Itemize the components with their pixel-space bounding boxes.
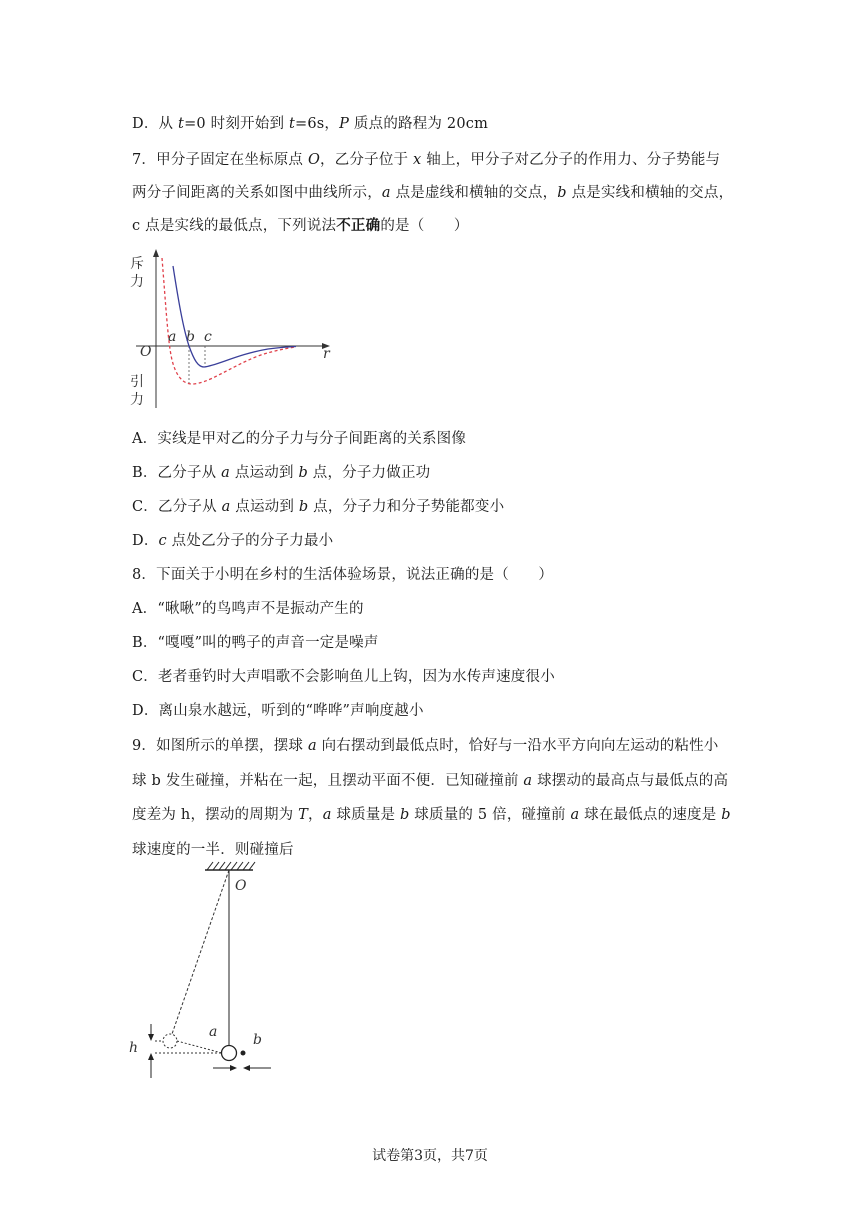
q9-stem-line2 bbox=[132, 769, 728, 790]
solid-curve bbox=[173, 266, 296, 367]
var-p: P bbox=[339, 116, 350, 132]
text: 点是实线和横轴的交点， bbox=[566, 185, 734, 201]
page-footer: 试卷第3页，共7页 bbox=[372, 1148, 488, 1164]
text: 两分子间距离的关系如图中曲线所示， bbox=[132, 185, 382, 201]
ceiling-hatching bbox=[207, 862, 255, 870]
label-b: b bbox=[186, 329, 195, 345]
ball-a bbox=[222, 1046, 237, 1061]
text: c 点是实线的最低点，下列说法 bbox=[132, 218, 337, 234]
text: 点，分子力做正功 bbox=[307, 465, 431, 481]
text: 轴上，甲分子对乙分子的作用力、分子势能与 bbox=[421, 152, 721, 168]
q7-stem-line1 bbox=[132, 148, 720, 169]
pendulum-diagram bbox=[125, 860, 285, 1082]
label-origin: O bbox=[140, 344, 152, 360]
text: 点运动到 bbox=[230, 499, 299, 515]
q7-stem-line2 bbox=[132, 181, 733, 202]
label-attraction-1: 引 bbox=[130, 374, 144, 390]
var-a: a bbox=[221, 499, 231, 515]
q8-stem: 8．下面关于小明在乡村的生活体验场景，说法正确的是（ ） bbox=[132, 567, 554, 583]
var-a: a bbox=[523, 773, 533, 789]
q7-option-c bbox=[132, 495, 504, 516]
ball-b bbox=[241, 1051, 246, 1056]
q9-stem-line1 bbox=[132, 734, 719, 755]
q8-option-b: B．“嘎嘎”叫的鸭子的声音一定是噪声 bbox=[132, 635, 379, 651]
label-axis-r: r bbox=[323, 346, 330, 362]
label-a: a bbox=[209, 1024, 218, 1040]
var-x: x bbox=[413, 152, 422, 168]
var-b: b bbox=[400, 807, 410, 823]
q8-option-c: C．老者垂钓时大声唱歌不会影响鱼儿上钩，因为水传声速度很小 bbox=[132, 669, 555, 685]
arrow-b-head bbox=[243, 1065, 250, 1071]
molecular-force-graph bbox=[128, 248, 338, 410]
text: 点，分子力和分子势能都变小 bbox=[308, 499, 505, 515]
q7-option-d bbox=[132, 529, 333, 550]
q8-option-d: D．离山泉水越远，听到的“哗哗”声响度越小 bbox=[132, 703, 424, 719]
q7-option-a: A．实线是甲对乙的分子力与分子间距离的关系图像 bbox=[132, 431, 467, 447]
label-a: a bbox=[168, 329, 177, 345]
var-b: b bbox=[298, 465, 308, 481]
var-a: a bbox=[381, 185, 391, 201]
text: 球摆动的最高点与最低点的高 bbox=[532, 773, 729, 789]
var-c: c bbox=[158, 533, 167, 549]
text: 点是虚线和横轴的交点， bbox=[390, 185, 558, 201]
h-arrow-bottom-head bbox=[148, 1053, 154, 1060]
q9-stem-line4: 球速度的一半．则碰撞后 bbox=[132, 842, 294, 858]
bold-text: 不正确 bbox=[336, 217, 381, 234]
var-t: t bbox=[178, 116, 185, 132]
label-repulsion-1: 斥 bbox=[130, 256, 144, 272]
var-a: a bbox=[307, 738, 317, 754]
text: D． bbox=[132, 533, 159, 549]
label-h: h bbox=[129, 1040, 139, 1056]
label-b: b bbox=[253, 1032, 262, 1048]
text: =0 时刻开始到 bbox=[184, 116, 289, 132]
text: 球在最低点的速度是 bbox=[579, 807, 722, 823]
q7-stem-line3 bbox=[132, 214, 469, 235]
text: 点运动到 bbox=[230, 465, 299, 481]
text: 度差为 h，摆动的周期为 bbox=[132, 807, 299, 823]
label-o: O bbox=[235, 878, 247, 894]
ball-high-position bbox=[163, 1034, 177, 1048]
arc-guide bbox=[177, 1041, 222, 1053]
text: 质点的路程为 20cm bbox=[349, 116, 489, 132]
text: 7．甲分子固定在坐标原点 bbox=[132, 152, 308, 168]
q8-option-a: A．“啾啾”的鸟鸣声不是振动产生的 bbox=[132, 601, 364, 617]
label-c: c bbox=[204, 329, 212, 345]
q7-option-b bbox=[132, 461, 430, 482]
text: 的是（ ） bbox=[380, 218, 469, 234]
y-axis-arrow bbox=[153, 249, 159, 257]
var-b: b bbox=[557, 185, 567, 201]
dashed-string bbox=[172, 870, 229, 1034]
text: B．乙分子从 bbox=[132, 465, 222, 481]
var-b: b bbox=[721, 807, 731, 823]
var-t: t bbox=[288, 116, 296, 132]
arrow-a-head bbox=[230, 1065, 237, 1071]
text: =6s， bbox=[295, 116, 340, 132]
var-a: a bbox=[221, 465, 231, 481]
label-attraction-2: 力 bbox=[130, 392, 144, 408]
text: 球 b 发生碰撞，并粘在一起，且摆动平面不便．已知碰撞前 bbox=[132, 773, 524, 789]
var-a: a bbox=[570, 807, 580, 823]
text: 点处乙分子的分子力最小 bbox=[166, 533, 334, 549]
text: C．乙分子从 bbox=[132, 499, 222, 515]
var-a: a bbox=[322, 807, 332, 823]
h-arrow-top-head bbox=[148, 1034, 154, 1041]
label-repulsion-2: 力 bbox=[130, 274, 144, 290]
var-o: O bbox=[307, 152, 321, 168]
var-t: T bbox=[298, 807, 309, 823]
text: 球质量是 bbox=[331, 807, 401, 823]
text: 向右摆动到最低点时，恰好与一沿水平方向向左运动的粘性小 bbox=[316, 738, 719, 754]
text: D．从 bbox=[132, 116, 179, 132]
q6-option-d bbox=[132, 112, 488, 133]
text: 9．如图所示的单摆，摆球 bbox=[132, 738, 308, 754]
q9-stem-line3 bbox=[132, 803, 731, 824]
text: ， bbox=[308, 807, 323, 823]
var-b: b bbox=[298, 499, 309, 515]
text: 球质量的 5 倍，碰撞前 bbox=[409, 807, 571, 823]
text: ，乙分子位于 bbox=[320, 152, 414, 168]
